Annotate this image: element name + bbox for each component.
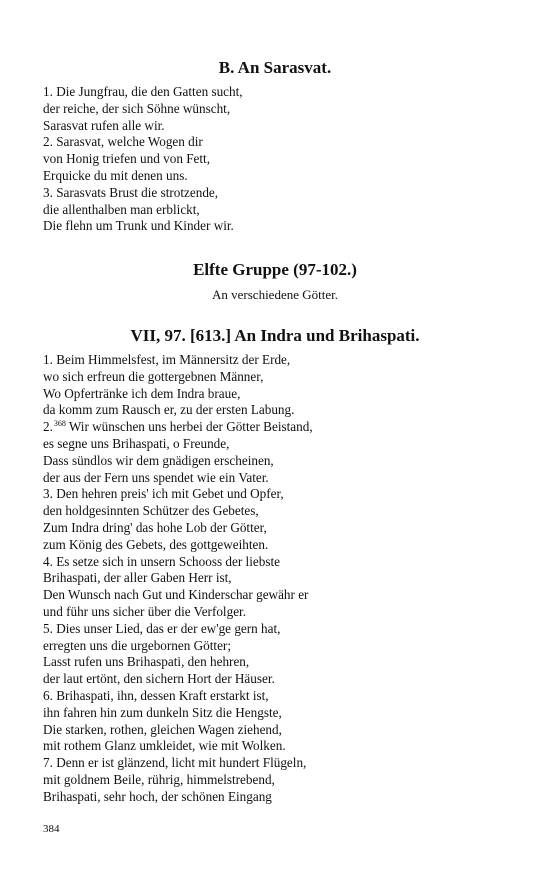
verse-line: Brihaspati, der aller Gaben Herr ist, xyxy=(43,570,232,586)
verse-line: von Honig triefen und von Fett, xyxy=(43,151,211,167)
verse-line: da komm zum Rausch er, zu der ersten Labung. xyxy=(43,402,295,418)
group-subtitle: An verschiedene Götter. xyxy=(212,287,338,302)
verse-line: Die starken, rothen, gleichen Wagen ziehend, xyxy=(43,721,282,737)
verse-line: mit goldnem Beile, rührig, himmelstrebend, xyxy=(43,771,275,787)
verse-line: 5. Dies unser Lied, das er der ew'ge gern hat, xyxy=(43,620,281,636)
verse-line: Wo Opfertränke ich dem Indra braue, xyxy=(43,385,241,401)
verse-number: 2. xyxy=(43,419,53,435)
verse-line: es segne uns Brihaspati, o Freunde, xyxy=(43,435,230,451)
verse-line: und führ uns sicher über die Verfolger. xyxy=(43,603,247,619)
verse-line: 1. Die Jungfrau, die den Gatten sucht, xyxy=(43,84,243,99)
verse-line: mit rothem Glanz umkleidet, wie mit Wolken. xyxy=(43,738,286,754)
verse-text: Wir wünschen uns herbei der Götter Beistand, xyxy=(68,419,313,435)
verse-line: wo sich erfreun die gottergebnen Männer, xyxy=(43,368,264,384)
section-heading: B. An Sarasvat. xyxy=(218,58,332,77)
verse-line: der reiche, der sich Söhne wünscht, xyxy=(43,100,231,116)
verse-line: zum König des Gebets, des gottgeweihten. xyxy=(43,536,269,552)
verse-line: 2. Sarasvat, welche Wogen dir xyxy=(43,134,203,150)
verse-line: der aus der Fern uns spendet wie ein Vater. xyxy=(43,469,269,485)
verse-line: Zum Indra dring' das hohe Lob der Götter, xyxy=(43,519,267,535)
verse-line: Erquicke du mit denen uns. xyxy=(43,167,188,183)
verse-line: Die flehn um Trunk und Kinder wir. xyxy=(43,218,234,234)
verse-line: Lasst rufen uns Brihaspati, den hehren, xyxy=(43,654,250,670)
verse-line: erregten uns die urgebornen Götter; xyxy=(43,637,231,653)
verse-line: ihn fahren hin zum dunkeln Sitz die Hengste, xyxy=(43,704,282,720)
page-number: 384 xyxy=(43,823,60,835)
group-heading: Elfte Gruppe (97-102.) xyxy=(193,260,357,279)
verse-line: 3. Sarasvats Brust die strotzende, xyxy=(43,184,219,200)
verse-line-with-footnote xyxy=(43,419,313,436)
verse-line: die allenthalben man erblickt, xyxy=(43,201,200,217)
verse-line: den holdgesinnten Schützer des Gebetes, xyxy=(43,503,259,519)
verse-line: 1. Beim Himmelsfest, im Männersitz der Erde, xyxy=(43,352,291,367)
verse-line: 3. Den hehren preis' ich mit Gebet und Opfer, xyxy=(43,486,284,502)
verse-line: Sarasvat rufen alle wir. xyxy=(43,117,165,133)
verse-line: Dass sündlos wir dem gnädigen erscheinen, xyxy=(43,452,274,468)
hymn-heading: VII, 97. [613.] An Indra und Brihaspati. xyxy=(130,326,420,345)
verse-line: 4. Es setze sich in unsern Schooss der liebste xyxy=(43,553,280,569)
verse-line: Brihaspati, sehr hoch, der schönen Eingang xyxy=(43,788,272,804)
verse-line: der laut ertönt, den sichern Hort der Häuser. xyxy=(43,671,275,687)
verse-line: 6. Brihaspati, ihn, dessen Kraft erstarkt ist, xyxy=(43,687,269,703)
verse-line: Den Wunsch nach Gut und Kinderschar gewähr er xyxy=(43,587,309,603)
verse-line: 7. Denn er ist glänzend, licht mit hundert Flügeln, xyxy=(43,755,307,771)
footnote-reference[interactable]: 368 xyxy=(53,419,66,429)
hymn-verses xyxy=(43,352,313,806)
sarasvat-verses xyxy=(43,84,243,235)
